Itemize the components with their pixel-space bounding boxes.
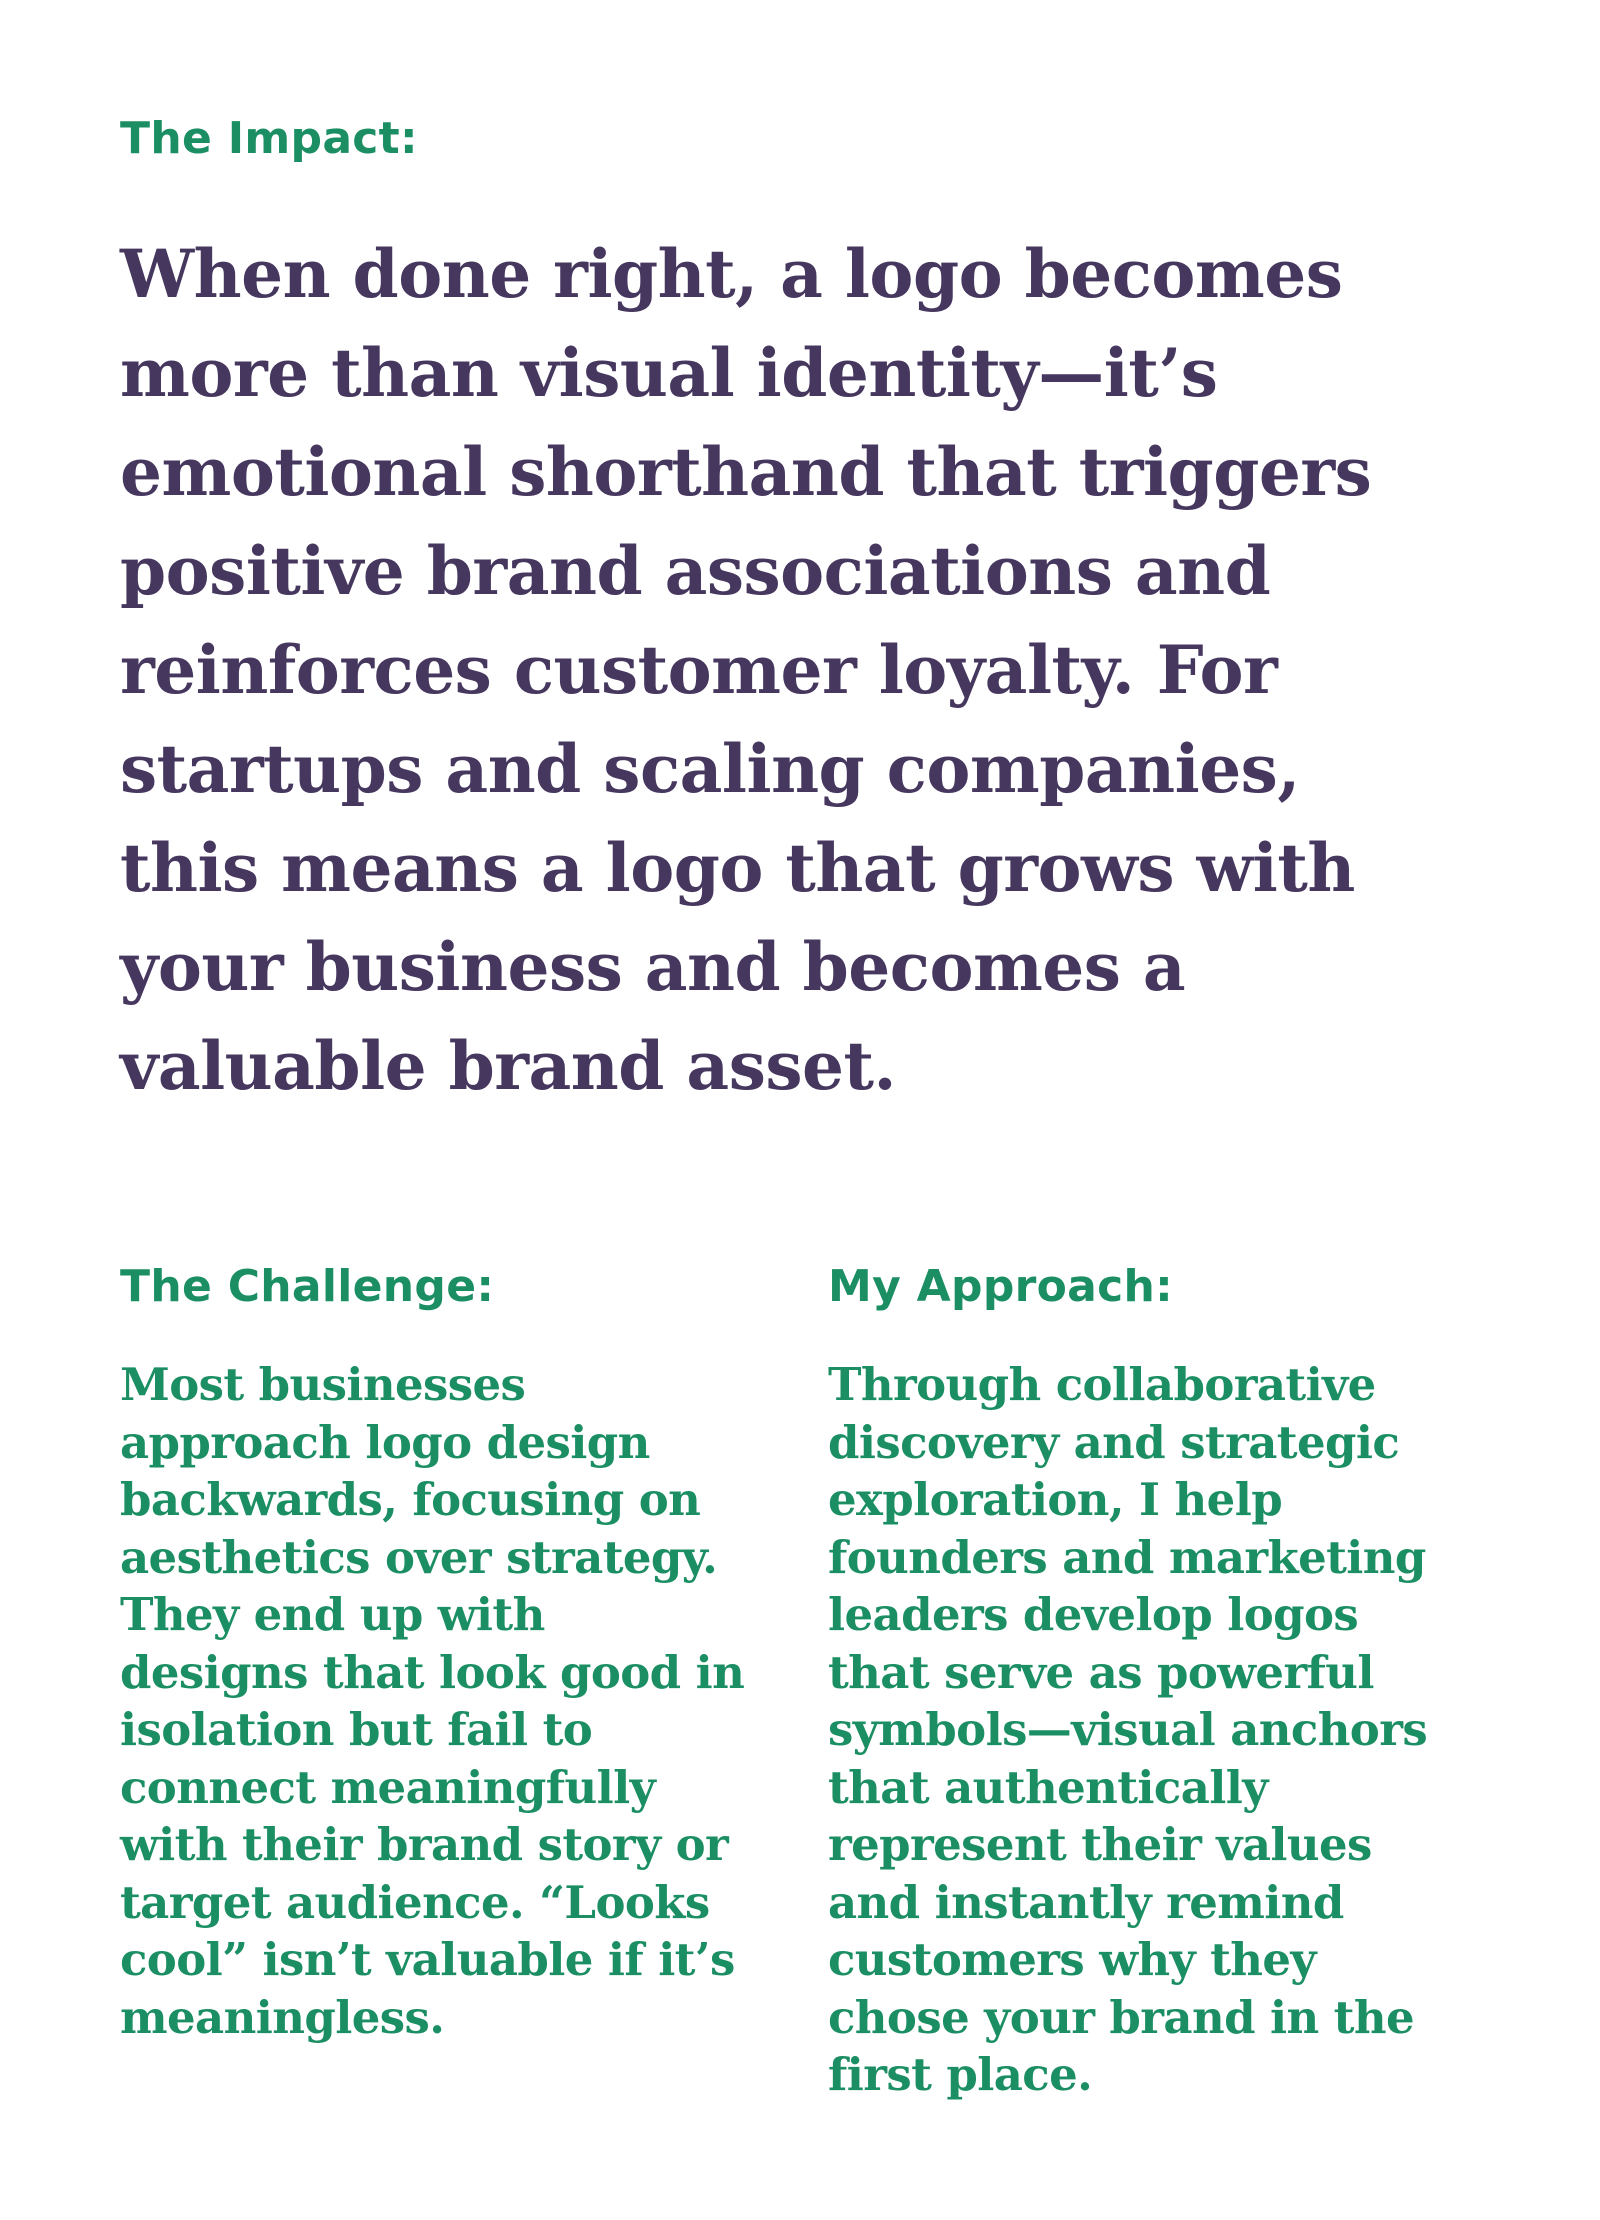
approach-line: founders and marketing bbox=[828, 1530, 1426, 1584]
challenge-line: with their brand story or bbox=[120, 1818, 729, 1871]
challenge-line: cool” isn’t valuable if it’s bbox=[120, 1933, 735, 1986]
challenge-line: They end up with bbox=[120, 1588, 545, 1641]
approach-line: first place. bbox=[828, 2048, 1093, 2101]
challenge-line: designs that look good in bbox=[120, 1645, 745, 1699]
challenge-line: aesthetics over strategy. bbox=[120, 1530, 718, 1584]
challenge-line: target audience. “Looks bbox=[120, 1875, 710, 1929]
impact-statement-line: valuable brand asset. bbox=[120, 1027, 896, 1105]
impact-statement-line: When done right, a logo becomes bbox=[120, 235, 1343, 313]
approach-line: Through collaborative bbox=[828, 1358, 1376, 1411]
approach-line: symbols—visual anchors bbox=[828, 1703, 1428, 1756]
challenge-label: The Challenge: bbox=[120, 1261, 495, 1312]
impact-label: The Impact: bbox=[120, 113, 418, 164]
approach-line: customers why they bbox=[828, 1933, 1316, 1986]
approach-line: chose your brand in the bbox=[828, 1990, 1415, 2044]
challenge-body bbox=[120, 1356, 800, 2046]
approach-body bbox=[828, 1356, 1498, 2104]
challenge-line: backwards, focusing on bbox=[120, 1473, 701, 1526]
impact-statement-line: startups and scaling companies, bbox=[120, 730, 1300, 808]
approach-line: exploration, I help bbox=[828, 1473, 1283, 1526]
challenge-line: approach logo design bbox=[120, 1415, 650, 1469]
impact-statement-line: reinforces customer loyalty. For bbox=[120, 631, 1278, 709]
approach-line: that serve as powerful bbox=[828, 1645, 1374, 1699]
approach-line: that authentically bbox=[828, 1760, 1268, 1814]
challenge-line: meaningless. bbox=[120, 1990, 445, 2044]
approach-label: My Approach: bbox=[828, 1261, 1174, 1312]
challenge-line: connect meaningfully bbox=[120, 1760, 656, 1814]
challenge-line: isolation but fail to bbox=[120, 1703, 593, 1756]
approach-line: represent their values bbox=[828, 1818, 1372, 1871]
challenge-line: Most businesses bbox=[120, 1358, 526, 1411]
impact-statement-line: emotional shorthand that triggers bbox=[120, 433, 1372, 511]
approach-line: and instantly remind bbox=[828, 1875, 1344, 1929]
impact-statement-line: this means a logo that grows with bbox=[120, 829, 1355, 907]
approach-line: discovery and strategic bbox=[828, 1415, 1400, 1469]
impact-statement-line: positive brand associations and bbox=[120, 532, 1271, 610]
impact-statement-line: your business and becomes a bbox=[120, 928, 1186, 1006]
approach-line: leaders develop logos bbox=[828, 1588, 1359, 1641]
impact-statement-line: more than visual identity—it’s bbox=[120, 334, 1218, 412]
impact-statement bbox=[120, 225, 1500, 1116]
